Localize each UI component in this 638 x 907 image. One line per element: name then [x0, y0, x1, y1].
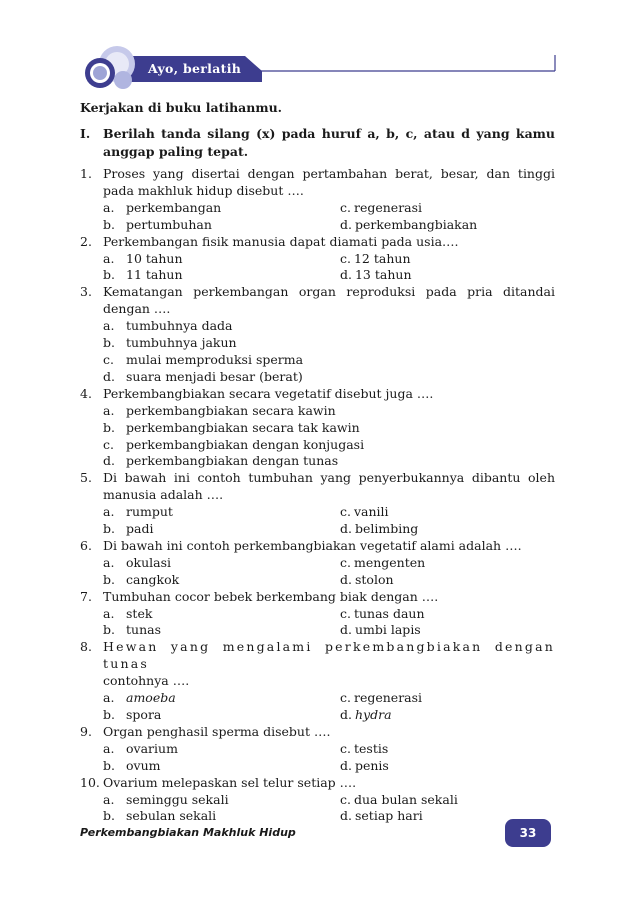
option-b[interactable]: b. pertumbuhan — [103, 216, 212, 232]
option-d[interactable]: d. 13 tahun — [340, 267, 412, 283]
option-b[interactable]: b. tunas — [103, 622, 161, 638]
option-a[interactable]: a. rumput — [103, 504, 173, 520]
option-d[interactable]: d. perkembangbiakan dengan tunas — [103, 453, 339, 469]
option-a[interactable]: a. seminggu sekali — [103, 791, 229, 807]
section-text: Berilah tanda silang (x) pada huruf a, b, c, atau d yang kamu anggap paling tepat. — [103, 126, 555, 159]
instruction-text: Kerjakan di buku latihanmu. — [80, 100, 283, 115]
option-a[interactable]: a. 10 tahun — [103, 250, 183, 266]
question-text: Kematangan perkembangan organ reproduksi pada pria ditandai dengan …. — [103, 284, 555, 317]
option-a[interactable]: a. perkembangbiakan secara kawin — [103, 402, 336, 418]
decor-circle-center — [93, 66, 107, 80]
option-c[interactable]: c. 12 tahun — [340, 250, 411, 266]
option-c[interactable]: c. regenerasi — [340, 199, 423, 215]
question-number: 10. — [80, 774, 100, 790]
page-number-badge: 33 — [505, 819, 551, 847]
question-7 — [80, 589, 555, 640]
option-c[interactable]: c. tunas daun — [340, 605, 425, 621]
option-b[interactable]: b. sebulan sekali — [103, 808, 217, 824]
option-b[interactable]: b. tumbuhnya jakun — [103, 335, 237, 351]
question-text-cont: contohnya …. — [103, 673, 190, 689]
option-b[interactable]: b. cangkok — [103, 571, 180, 587]
question-8 — [80, 639, 555, 724]
question-text: Di bawah ini contoh tumbuhan yang penyerbukannya dibantu oleh manusia adalah …. — [103, 470, 555, 503]
option-b[interactable]: b. perkembangbiakan secara tak kawin — [103, 419, 360, 435]
option-a[interactable]: a. stek — [103, 605, 153, 621]
option-b[interactable]: b. 11 tahun — [103, 267, 183, 283]
question-number: 9. — [80, 723, 92, 739]
option-c[interactable]: c. vanili — [340, 504, 389, 520]
banner-title: Ayo, berlatih — [148, 61, 242, 76]
option-c[interactable]: c. mengenten — [340, 554, 426, 570]
option-a[interactable]: a. ovarium — [103, 740, 178, 756]
option-d[interactable]: d. perkembangbiakan — [340, 216, 478, 232]
option-d[interactable]: d. hydra — [340, 707, 392, 722]
question-number: 4. — [80, 385, 92, 401]
question-list — [80, 166, 555, 825]
question-6 — [80, 538, 555, 589]
question-text: Di bawah ini contoh perkembangbiakan vegetatif alami adalah …. — [103, 537, 522, 553]
question-number: 2. — [80, 233, 92, 249]
question-text: Tumbuhan cocor bebek berkembang biak dengan …. — [103, 588, 439, 604]
question-number: 1. — [80, 166, 92, 181]
question-number: 5. — [80, 470, 92, 486]
question-number: 6. — [80, 537, 92, 553]
question-1 — [80, 166, 555, 234]
section-heading — [80, 125, 555, 161]
option-c[interactable]: c. dua bulan sekali — [340, 791, 458, 807]
footer-chapter-title: Perkembangbiakan Makhluk Hidup — [80, 826, 296, 839]
option-c[interactable]: c. perkembangbiakan dengan konjugasi — [103, 436, 365, 452]
option-d[interactable]: d. penis — [340, 757, 389, 773]
option-c[interactable]: c. mulai memproduksi sperma — [103, 351, 304, 367]
option-a[interactable]: a. perkembangan — [103, 199, 222, 215]
decor-circle-small — [114, 71, 132, 89]
banner-graphic — [0, 0, 638, 100]
question-number: 3. — [80, 284, 92, 300]
question-text: Hewan yang mengalami perkembangbiakan dengan tunas — [103, 639, 555, 672]
question-5 — [80, 470, 555, 538]
question-text: Perkembangan fisik manusia dapat diamati pada usia…. — [103, 233, 459, 249]
question-3 — [80, 284, 555, 385]
option-d[interactable]: d. setiap hari — [340, 808, 423, 824]
option-d[interactable]: d. belimbing — [340, 521, 419, 537]
question-text: Perkembangbiakan secara vegetatif disebut juga …. — [103, 385, 434, 401]
option-a[interactable]: a. okulasi — [103, 554, 172, 570]
option-b[interactable]: b. padi — [103, 521, 154, 537]
question-4 — [80, 386, 555, 471]
option-b[interactable]: b. spora — [103, 707, 162, 722]
option-d[interactable]: d. umbi lapis — [340, 622, 421, 638]
question-text: Organ penghasil sperma disebut …. — [103, 723, 331, 739]
question-text: Ovarium melepaskan sel telur setiap …. — [103, 774, 357, 790]
section-banner — [0, 0, 638, 100]
question-2 — [80, 234, 555, 285]
option-a[interactable]: a. amoeba — [103, 690, 176, 706]
question-text: Proses yang disertai dengan pertambahan berat, besar, dan tinggi pada makhluk hidup disebut …. — [103, 166, 555, 198]
question-number: 8. — [80, 639, 92, 655]
option-c[interactable]: c. regenerasi — [340, 690, 423, 706]
question-9 — [80, 724, 555, 775]
option-d[interactable]: d. stolon — [340, 571, 394, 587]
option-d[interactable]: d. suara menjadi besar (berat) — [103, 368, 303, 384]
question-10 — [80, 775, 555, 826]
option-b[interactable]: b. ovum — [103, 757, 161, 773]
option-c[interactable]: c. testis — [340, 740, 389, 756]
option-a[interactable]: a. tumbuhnya dada — [103, 318, 233, 334]
question-number: 7. — [80, 588, 92, 604]
section-number: I. — [80, 126, 91, 141]
